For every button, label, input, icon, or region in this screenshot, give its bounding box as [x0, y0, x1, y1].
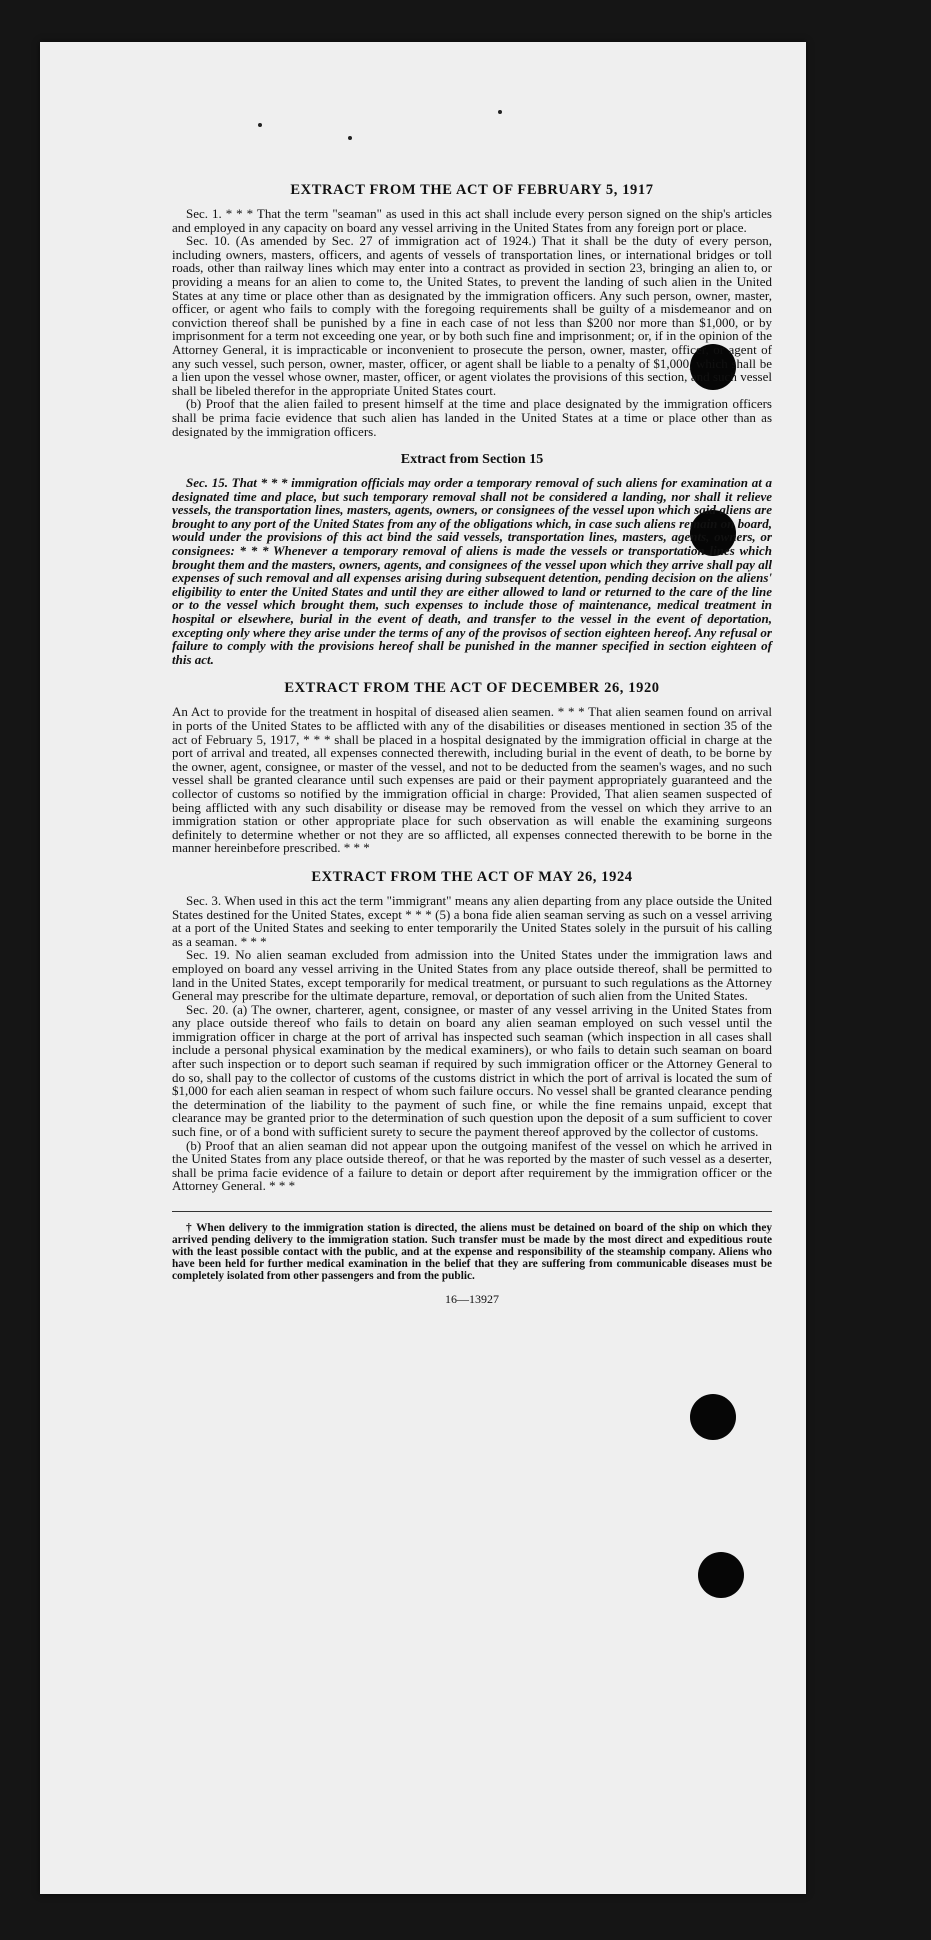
heading-act-1924: EXTRACT FROM THE ACT OF MAY 26, 1924 [311, 868, 633, 885]
act-1920-paragraph: An Act to provide for the treatment in hospital of diseased alien seamen. * * * That alien seamen found on arrival in ports of the United States to be afflicted with any of the disabilities or diseases mentioned in section 35 of the act of February 5, 1917, * * * shall be placed in a hospital designated by the immigration official in charge at the port of arrival and treated, all expenses connected therewith, including burial in the event of death, to be borne by the owner, agent, consignee, or master of the vessel, and not to be deducted from the seamen's wages, and no such vessel shall be granted clearance until such expenses are paid or their payment appropriately guaranteed and the collector of customs so notified by the immigration official in charge: Provided, That alien seamen suspected of being afflicted with any such disability or disease may be removed from the vessel on which they arrive to an immigration station or other appropriate place for such observation as will enable the examining surgeons definitely to determine whether or not they are so afflicted, all expenses connected therewith to be borne in the manner hereinbefore prescribed. * * * [172, 704, 772, 856]
document-page [40, 42, 806, 1894]
page-number: 16—13927 [445, 1292, 499, 1306]
footnote: † When delivery to the immigration station is directed, the aliens must be detained on board of the ship on which they arrived pending delivery to the immigration station. Such transfer must be made by the most direct and expeditious route with the least possible contact with the public, and at the expense and responsibility of the steamship company. Aliens who have been held for further medical examination in the belief that they are suffering from communicable diseases must be completely isolated from other passengers and from the public. [172, 1222, 772, 1282]
section-3-paragraph: Sec. 3. When used in this act the term "immigrant" means any alien departing from any place outside the United States destined for the United States, except * * * (5) a bona fide alien seaman serving as such on a vessel arriving at a port of the United States and seeking to enter temporarily the United States solely in the pursuit of his calling as a seaman. * * * [172, 892, 772, 949]
document-text [172, 182, 772, 1307]
section-15-paragraph: Sec. 15. That * * * immigration officials may order a temporary removal of such aliens for examination at a designated time and place, but such temporary removal shall not be considered a landing, nor shall it relieve vessels, the transportation lines, masters, agents, owners, or consignees of the vessel upon which said aliens are brought to any port of the United States from any of the obligations which, in case such aliens remain on board, would under the provisions of this act bind the said vessels, transportation lines, masters, agents, owners, or consignees: * * * Whenever a temporary removal of aliens is made the vessels or transportation lines which brought them and the masters, owners, agents, and consignees of the vessel upon which they arrive shall pay all expenses of such removal and all expenses arising during subsequent detention, pending decision on the aliens' eligibility to enter the United States and until they are either allowed to land or returned to the care of the line or to the vessel which brought them, such expenses to include those of maintenance, medical treatment in hospital or elsewhere, burial in the event of death, and transfer to the vessel in the event of deportation, excepting only where they arise under the terms of any of the provisos of section eighteen hereof. Any refusal or failure to comply with the provisions hereof shall be punished in the manner specified in section eighteen of this act. [172, 475, 772, 667]
footnote-divider [172, 1211, 772, 1212]
heading-act-1917: EXTRACT FROM THE ACT OF FEBRUARY 5, 1917 [290, 182, 654, 198]
section-10-paragraph: Sec. 10. (As amended by Sec. 27 of immigration act of 1924.) That it shall be the duty of every person, including owners, masters, officers, and agents of vessels of transportation lines, or international bridges or toll roads, other than railway lines which may enter into a contract as provided in section 23, bringing an alien to, or providing a means for an alien to come to, the United States, to prevent the landing of such alien in the United States at any time or place other than as designated by the immigration officers. Any such person, owner, master, officer, or agent who fails to comply with the foregoing requirements shall be guilty of a misdemeanor and on conviction thereof shall be punished by a fine in each case of not less than $200 nor more than $1,000, or by imprisonment for a term not exceeding one year, or by both such fine and imprisonment; or, if in the opinion of the Attorney General, it is impracticable or inconvenient to prosecute the person, owner, master, officer, or agent of any such vessel, such person, owner, master, officer, or agent shall be liable to a penalty of $1,000, which shall be a lien upon the vessel whose owner, master, officer, or agent violates the provisions of this section, and such vessel shall be libeled therefor in the appropriate United States court. [172, 233, 772, 398]
punch-hole [698, 1552, 744, 1598]
heading-section-15: Extract from Section 15 [400, 452, 544, 468]
section-20b-paragraph: (b) Proof that an alien seaman did not appear upon the outgoing manifest of the vessel on which he arrived in the United States from any place outside thereof, or that he was reported by the master of such vessel as a deserter, shall be prima facie evidence of a failure to detain or deport after requirement by the immigration officer or the Attorney General. * * * [172, 1137, 772, 1194]
heading-act-1920: EXTRACT FROM THE ACT OF DECEMBER 26, 1920 [284, 680, 660, 697]
section-19-paragraph: Sec. 19. No alien seaman excluded from admission into the United States under the immigration laws and employed on board any vessel arriving in the United States from any place outside thereof, shall be permitted to land in the United States, except temporarily for medical treatment, or pursuant to such regulations as the Attorney General may prescribe for the ultimate departure, removal, or deportation of such alien from the United States. [172, 947, 772, 1004]
speck [258, 123, 262, 127]
section-10b-paragraph: (b) Proof that the alien failed to present himself at the time and place designated by the immigration officers shall be prima facie evidence that such alien has landed in the United States at a time or place other than as designated by the immigration officers. [172, 396, 772, 439]
speck [348, 136, 352, 140]
punch-hole [690, 1394, 736, 1440]
section-1-paragraph: Sec. 1. * * * That the term "seaman" as used in this act shall include every person signed on the ship's articles and employed in any capacity on board any vessel arriving in the United States from any foreign port or place. [172, 206, 772, 235]
section-20a-paragraph: Sec. 20. (a) The owner, charterer, agent, consignee, or master of any vessel arriving in the United States from any place outside thereof who fails to detain on board any alien seaman employed on such vessel until the immigration officer in charge at the port of arrival has inspected such seaman (which inspection in all cases shall include a personal physical examination by the medical examiners), or who fails to detain such seaman on board after such inspection or to deport such seaman if required by such immigration officer or the Attorney General to do so, shall pay to the collector of customs of the customs district in which the port of arrival is located the sum of $1,000 for each alien seaman in respect of whom such failure occurs. No vessel shall be granted clearance pending the determination of the liability to the payment of such fine, or while the fine remains unpaid, except that clearance may be granted prior to the determination of such question upon the deposit of a sum sufficient to cover such fine, or of a bond with sufficient surety to secure the payment thereof approved by the collector of customs. [172, 1001, 772, 1140]
speck [498, 110, 502, 114]
